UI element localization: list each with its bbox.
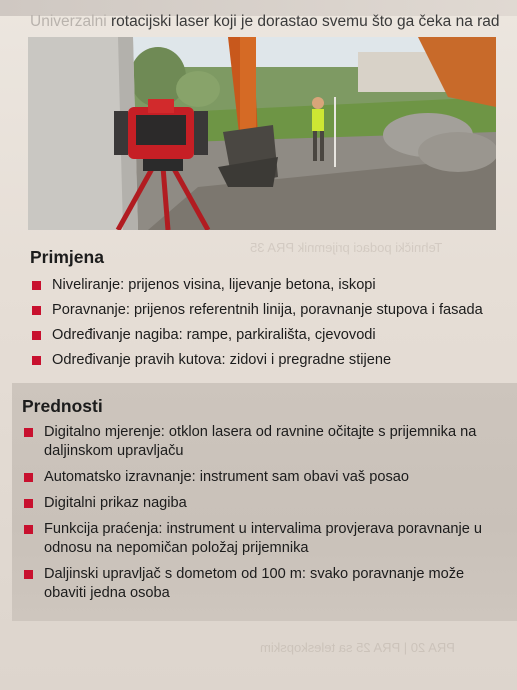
construction-photo: [28, 37, 496, 230]
prednosti-list: [22, 423, 510, 610]
list-item: Funkcija praćenja: instrument u intervalima provjerava poravnanje u odnosu na nepomičan položaj prijemnika: [22, 520, 510, 558]
bullet-square-icon: [32, 356, 41, 365]
subtitle: [30, 13, 517, 31]
list-item: Poravnanje: prijenos referentnih linija, poravnanje stupova i fasada: [30, 301, 510, 320]
bullet-square-icon: [32, 281, 41, 290]
list-item: Određivanje nagiba: rampe, parkirališta, cjevovodi: [30, 326, 510, 345]
bullet-square-icon: [32, 331, 41, 340]
bullet-square-icon: [24, 473, 33, 482]
list-item: Daljinski upravljač s dometom od 100 m: svako poravnanje može obaviti jedna osoba: [22, 565, 510, 603]
prednosti-heading: Prednosti: [22, 396, 103, 416]
subtitle-text: rotacijski laser koji je dorastao svemu što ga čeka na rad: [106, 13, 500, 30]
subtitle-faded: Univerzalni: [30, 13, 107, 30]
bullet-square-icon: [24, 525, 33, 534]
bullet-square-icon: [24, 428, 33, 437]
list-item: Automatsko izravnanje: instrument sam obavi vaš posao: [22, 468, 510, 487]
primjena-list: [30, 276, 510, 376]
list-item: Digitalno mjerenje: otklon lasera od ravnine očitajte s prijemnika na daljinskom upravljaču: [22, 423, 510, 461]
bullet-square-icon: [24, 499, 33, 508]
list-item: Određivanje pravih kutova: zidovi i pregradne stijene: [30, 351, 510, 370]
bullet-square-icon: [32, 306, 41, 315]
bullet-square-icon: [24, 570, 33, 579]
bleed-through-text: PRA 20 | PRA 25 sa teleskopskim: [260, 640, 455, 655]
primjena-heading: Primjena: [30, 247, 104, 267]
list-item: Digitalni prikaz nagiba: [22, 494, 510, 513]
bleed-through-text: Tehnički podaci prijemnik PRA 35: [250, 240, 443, 255]
list-item: Niveliranje: prijenos visina, lijevanje betona, iskopi: [30, 276, 510, 295]
